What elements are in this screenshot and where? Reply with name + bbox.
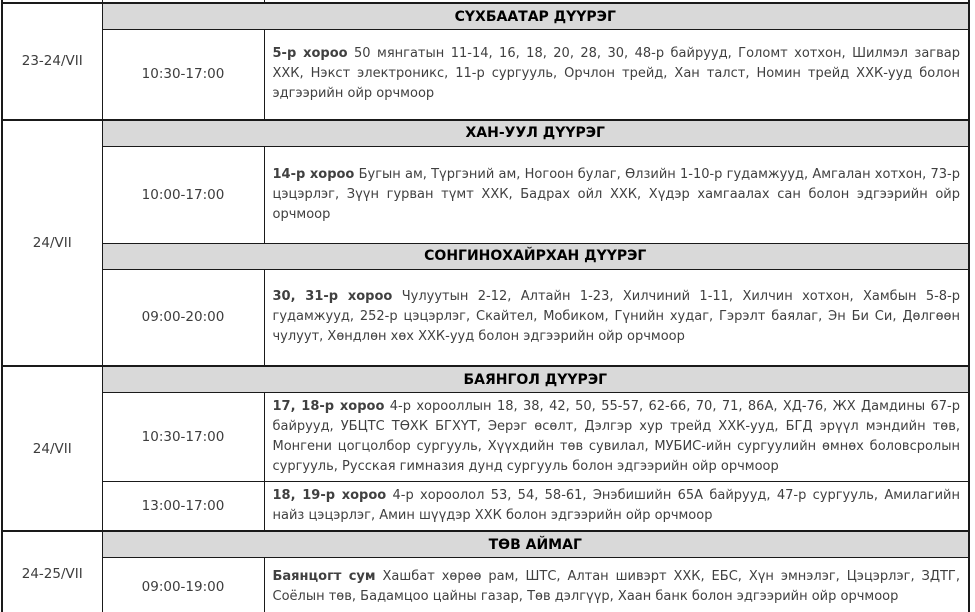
district-header: ТӨВ АЙМАГ xyxy=(102,531,969,558)
time-cell: 10:30-17:00 xyxy=(102,393,264,482)
description-cell xyxy=(264,482,969,532)
table-row xyxy=(2,558,969,612)
khoroo-label: 18, 19-р хороо xyxy=(272,488,387,503)
khoroo-label: 17, 18-р хороо xyxy=(272,399,385,414)
district-header: БАЯНГОЛ ДҮҮРЭГ xyxy=(102,366,969,393)
description-text: Чулуутын 2-12, Алтайн 1-23, Хилчиний 1-11, Хилчин хотхон, Хамбын 5-8-р гудамжууд, 252-р цэцэрлэг, Скайтел, Мобиком, Гүнийн худаг, Гэрэлт баялаг, Эн Би Си, Дөлгөөн чулуут, Хөндлөн хөх ХХК-ууд болон эдгээрийн ойр орчмоор xyxy=(272,289,961,345)
khoroo-label: 14-р хороо xyxy=(272,166,355,182)
district-header: ХАН-УУЛ ДҮҮРЭГ xyxy=(102,120,969,147)
description-text: 50 мянгатын 11-14, 16, 18, 20, 28, 30, 48-р байрууд, Голомт хотхон, Шилмэл загвар ХХК, Нэкст электроникс, 11-р сургууль, Орчлон трейд, Хан талст, Номин трейд ХХК-ууд болон эдгээрийн ойр орчмоор xyxy=(272,46,961,102)
description-cell xyxy=(264,558,969,612)
date-cell: 23-24/VII xyxy=(2,3,102,120)
time-cell: 09:00-20:00 xyxy=(102,269,264,366)
table-row xyxy=(2,243,969,269)
time-cell: 09:00-19:00 xyxy=(102,558,264,612)
description-cell xyxy=(264,146,969,243)
table-row xyxy=(2,366,969,393)
date-cell: 24/VII xyxy=(2,366,102,531)
table-row xyxy=(2,30,969,120)
outage-schedule-table xyxy=(1,0,970,612)
description-cell xyxy=(264,269,969,366)
table-row xyxy=(2,482,969,532)
table-row xyxy=(2,3,969,30)
description-cell xyxy=(264,30,969,120)
time-cell: 13:00-17:00 xyxy=(102,482,264,532)
khoroo-label: 5-р хороо xyxy=(272,46,348,62)
description-text: Хашбат хөрөө рам, ШТС, Алтан шивэрт ХХК, ЕБС, Хүн эмнэлэг, Цэцэрлэг, ЗДТГ, Соёлын төв, Бадамцоо цайны газар, Төв дэлгүүр, Хаан банк болон эдгээрийн ойр орчмоор xyxy=(272,568,960,604)
table-row xyxy=(2,393,969,482)
khoroo-label: Баянцогт сум xyxy=(272,568,376,584)
date-cell: 24/VII xyxy=(2,120,102,367)
district-header: СҮХБААТАР ДҮҮРЭГ xyxy=(102,3,969,30)
time-cell: 10:30-17:00 xyxy=(102,30,264,120)
table-row xyxy=(2,146,969,243)
description-text: 4-р хороолол 53, 54, 58-61, Энэбишийн 65А байрууд, 47-р сургууль, Амилагийн найз цэцэрлэг, Амин шүүдэр ХХК болон эдгээрийн ойр орчмоор xyxy=(272,488,961,523)
table-row xyxy=(2,269,969,366)
table-row xyxy=(2,531,969,558)
time-cell: 10:00-17:00 xyxy=(102,146,264,243)
date-cell: 24-25/VII xyxy=(2,531,102,612)
khoroo-label: 30, 31-р хороо xyxy=(272,289,393,305)
description-text: Бугын ам, Түргэний ам, Ногоон булаг, Өлзийн 1-10-р гудамжууд, Амгалан хотхон, 73-р цэцэрлэг, Зүүн гурван түмт ХХК, Бадрах ойл ХХК, Хүдэр хамгаалах сан болон эдгээрийн ойр орчмоор xyxy=(272,166,960,222)
district-header: СОНГИНОХАЙРХАН ДҮҮРЭГ xyxy=(102,243,969,269)
table-row xyxy=(2,120,969,147)
description-cell xyxy=(264,393,969,482)
description-text: 4-р хорооллын 18, 38, 42, 50, 55-57, 62-66, 70, 71, 86А, ХД-76, ЖХ Дамдины 67-р байрууд, УБЦТС ТӨХК БГХҮТ, Эерэг өсөлт, Дэлгэр хур трейд ХХК-ууд, БГД эрүүл мэндийн төв, Монгени цогцолбор сургууль, Хүүхдийн төв сувилал, МУБИС-ийн сургуулийн өмнөх боловсролын сургууль, Русская гимназия дунд сургууль болон эдгээрийн ойр орчмоор xyxy=(272,399,960,474)
